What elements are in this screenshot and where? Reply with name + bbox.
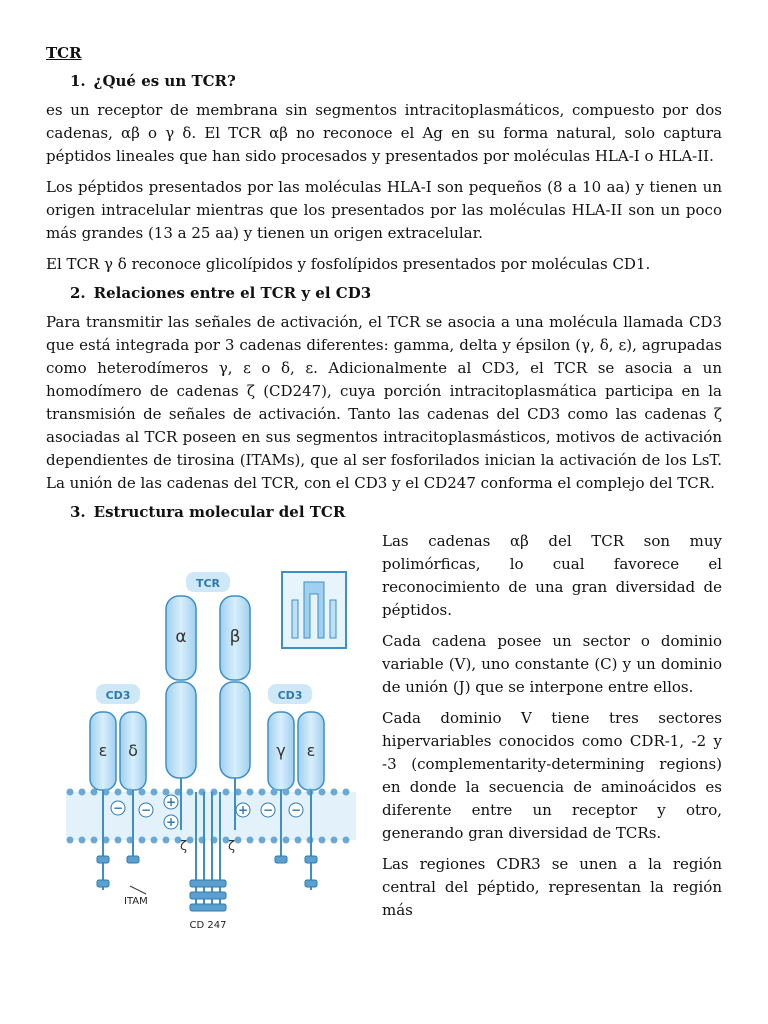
- lipid-head: [295, 789, 302, 796]
- section-title: Relaciones entre el TCR y el CD3: [93, 284, 372, 302]
- lipid-head: [271, 837, 278, 844]
- cd3-right-label: CD3: [277, 689, 303, 702]
- lipid-head: [247, 789, 254, 796]
- tcr-label: TCR: [195, 577, 221, 590]
- epsilon-right-label: ε: [306, 741, 316, 760]
- epsilon-left-label: ε: [98, 741, 108, 760]
- lipid-head: [319, 789, 326, 796]
- lipid-head: [79, 837, 86, 844]
- section-title: ¿Qué es un TCR?: [93, 72, 236, 90]
- lipid-head: [91, 837, 98, 844]
- paragraph: Las cadenas αβ del TCR son muy polimórficas, lo cual favorece el reconocimiento de una gran diversidad de péptidos.: [382, 532, 722, 619]
- lipid-head: [151, 837, 158, 844]
- itam-pointer: [130, 886, 146, 894]
- lipid-head: [139, 837, 146, 844]
- svg-text:−: −: [140, 803, 152, 817]
- section-heading-2: [70, 284, 722, 302]
- paragraph: Para transmitir las señales de activación, el TCR se asocia a una molécula llamada CD3 que está integrada por 3 cadenas diferentes: gamma, delta y épsilon (γ, δ, ε), agrupadas como heterodímeros γ, ε o δ, ε. Adicionalmente al CD3, el TCR se asocia a un homodímero de cadenas ζ (CD247), cuya porción intracitoplasmática participa en la transmisión de señales de activación. Tanto las cadenas del CD3 como las cadenas ζ asociadas al TCR poseen en sus segmentos intracitoplasmásticos, motivos de activación dependientes de tirosina (ITAMs), que al ser fosforilados inician la activación de los LsT. La unión de las cadenas del TCR, con el CD3 y el CD247 conforma el complejo del TCR.: [46, 313, 722, 492]
- lipid-head: [151, 789, 158, 796]
- beta-chain: [220, 596, 250, 778]
- lipid-head: [283, 789, 290, 796]
- paragraph: Los péptidos presentados por las moléculas HLA-I son pequeños (8 a 10 aa) y tienen un origen intracelular mientras que los presentados por las moléculas HLA-II son un poco más grandes (13 a 25 aa) y tienen un origen extracelular.: [46, 178, 722, 242]
- paragraph: Cada cadena posee un sector o dominio variable (V), uno constante (C) y un dominio de unión (J) que se interpone entre ellos.: [382, 632, 722, 696]
- lipid-head: [187, 837, 194, 844]
- lipid-head: [163, 837, 170, 844]
- paragraph: es un receptor de membrana sin segmentos intracitoplasmáticos, compuesto por dos cadenas, αβ o γ δ. El TCR αβ no reconoce el Ag en su forma natural, solo captura péptidos lineales que han sido procesados y presentados por moléculas HLA-I o HLA-II.: [46, 101, 722, 165]
- paragraph: Cada dominio V tiene tres sectores hipervariables conocidos como CDR-1, -2 y -3 (complementarity-determining regions) en donde la secuencia de aminoácidos es diferente entre un receptor y otro, generando gran diversidad de TCRs.: [382, 709, 722, 842]
- lipid-head: [67, 789, 74, 796]
- lipid-head: [259, 789, 266, 796]
- section-number: 2.: [70, 284, 86, 302]
- lipid-head: [235, 837, 242, 844]
- document-page: [46, 44, 722, 950]
- delta-label: δ: [128, 741, 138, 760]
- lipid-head: [67, 837, 74, 844]
- lipid-head: [343, 789, 350, 796]
- lipid-head: [271, 789, 278, 796]
- cd247-label: CD 247: [189, 920, 227, 931]
- svg-text:+: +: [165, 795, 177, 809]
- lipid-head: [295, 837, 302, 844]
- tcr-structure-figure: [46, 530, 366, 950]
- zeta-left-label: ζ: [180, 839, 188, 854]
- lipid-head: [79, 789, 86, 796]
- lipid-head: [115, 789, 122, 796]
- inset-icon: [282, 572, 346, 648]
- lipid-head: [223, 789, 230, 796]
- lipid-head: [319, 837, 326, 844]
- gamma-label: γ: [276, 741, 286, 760]
- paragraph: El TCR γ δ reconoce glicolípidos y fosfolípidos presentados por moléculas CD1.: [46, 255, 651, 273]
- lipid-head: [331, 837, 338, 844]
- section-heading-1: [70, 72, 722, 90]
- section-title: Estructura molecular del TCR: [93, 503, 346, 521]
- tcr-diagram: [46, 530, 366, 950]
- section-3-body: [46, 530, 722, 950]
- svg-text:−: −: [112, 801, 124, 815]
- lipid-head: [187, 789, 194, 796]
- lipid-head: [139, 789, 146, 796]
- lipid-head: [91, 789, 98, 796]
- beta-label: β: [229, 627, 241, 647]
- lipid-head: [283, 837, 290, 844]
- itam-label: ITAM: [124, 896, 148, 907]
- lipid-head: [247, 837, 254, 844]
- alpha-chain: [166, 596, 196, 778]
- zeta-right-label: ζ: [228, 839, 236, 854]
- alpha-label: α: [175, 627, 187, 647]
- section-number: 3.: [70, 503, 86, 521]
- section-number: 1.: [70, 72, 86, 90]
- lipid-head: [259, 837, 266, 844]
- paragraph: Las regiones CDR3 se unen a la región central del péptido, representan la región más: [382, 855, 722, 919]
- svg-text:+: +: [237, 803, 249, 817]
- section-3-text: [382, 530, 722, 950]
- section-heading-3: [70, 503, 722, 521]
- lipid-head: [331, 789, 338, 796]
- lipid-head: [343, 837, 350, 844]
- lipid-head: [115, 837, 122, 844]
- svg-text:−: −: [290, 803, 302, 817]
- document-title: TCR: [46, 44, 82, 62]
- svg-text:−: −: [262, 803, 274, 817]
- svg-text:+: +: [165, 815, 177, 829]
- cd3-left-label: CD3: [105, 689, 131, 702]
